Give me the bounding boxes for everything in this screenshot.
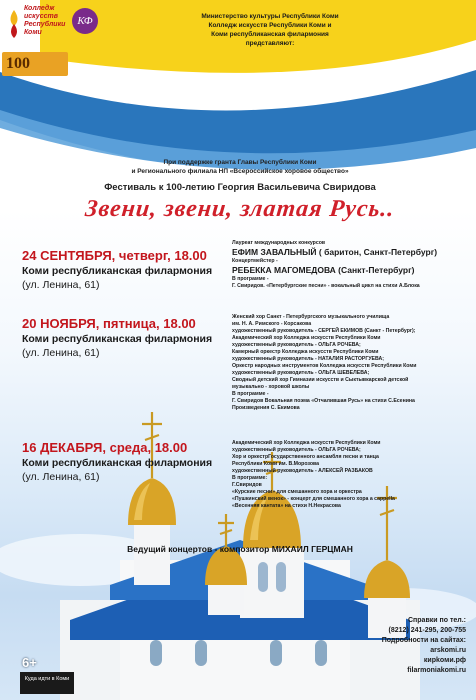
program-line: В программе: <box>232 475 268 481</box>
program-line: «Курские песни» для смешанного хора и оркестра <box>232 489 362 495</box>
program-line: им. Н. А. Римского - Корсакова <box>232 321 312 327</box>
grant-text <box>120 158 360 176</box>
program-line: художественный руководитель - АЛЕКСЕЙ РАЗБАКОВ <box>232 468 373 474</box>
program-line: Оркестр народных инструментов Колледжа искусств Республики Коми <box>232 363 417 369</box>
program-line: художественный руководитель - ОЛЬГА РОЧЕВА; <box>232 447 361 453</box>
event-venue: Коми республиканская филармония <box>22 457 213 469</box>
program-line: музыкально - хоровой школы <box>232 384 310 390</box>
program-line: Академический хор Колледжа искусств Республики Коми <box>232 335 381 341</box>
program-1 <box>232 240 464 290</box>
contact-info <box>346 616 466 676</box>
college-emblem-icon <box>6 8 22 40</box>
host-line: Ведущий концертов - композитор МИХАИЛ ГЕРЦМАН <box>127 544 353 554</box>
event-date: 16 ДЕКАБРЯ, среда, 18.00 <box>22 440 188 455</box>
event-2 <box>22 316 242 360</box>
program-line: художественный руководитель - СЕРГЕЙ ЕКИМОВ (Санкт - Петербург); <box>232 328 416 334</box>
festival-title: Звени, звени, златая Русь.. <box>84 196 396 222</box>
program-2 <box>232 314 464 412</box>
philharmonic-logo: КФ <box>72 8 98 34</box>
event-date: 24 СЕНТЯБРЯ, четверг, 18.00 <box>22 248 207 263</box>
program-line: Республики Коми им. В.Морозова <box>232 461 320 467</box>
program-line: Женский хор Санкт - Петербургского музыкального училища <box>232 314 390 320</box>
college-logo-text: Колледж искусств Республики Коми <box>24 5 66 36</box>
phone-numbers: (8212) 241-295, 200-755 <box>388 627 466 634</box>
info-line: Справки по тел.: <box>408 617 466 624</box>
program-line: художественный руководитель - НАТАЛИЯ РАСТОРГУЕВА; <box>232 356 384 362</box>
program-line: Г. Свиридов Вокальная поэма «Отчалившая Русь» на стихи С.Есенина <box>232 398 415 404</box>
presenters-header <box>150 12 390 48</box>
website-link[interactable]: arskomi.ru <box>430 647 466 654</box>
event-date: 20 НОЯБРЯ, пятница, 18.00 <box>22 316 196 331</box>
event-venue: Коми республиканская филармония <box>22 265 213 277</box>
event-address: (ул. Ленина, 61) <box>22 471 100 483</box>
event-address: (ул. Ленина, 61) <box>22 347 100 359</box>
program-line: В программе - <box>232 391 269 397</box>
grant-line: При поддержке гранта Главы Республики Коми <box>163 159 317 166</box>
grant-line: и Регионального филиала НП «Всероссийское хоровое общество» <box>131 168 349 175</box>
program-line: Академический хор Колледжа искусств Республики Коми <box>232 440 381 446</box>
program-line: художественный руководитель - ОЛЬГА РОЧЕВА; <box>232 342 361 348</box>
age-rating: 6+ <box>22 655 37 670</box>
program-line: «Пушкинский венок» - концерт для смешанного хора a cappella <box>232 496 395 502</box>
program-line: Г. Свиридов. «Петербургские песни» - вокальный цикл на стихи А.Блока <box>232 283 420 289</box>
event-address: (ул. Ленина, 61) <box>22 279 100 291</box>
event-1 <box>22 248 242 292</box>
header-line: Министерство культуры Республики Коми <box>201 13 339 20</box>
program-line: Произведения С. Екимова <box>232 405 300 411</box>
program-line: В программе - <box>232 276 269 282</box>
program-line: художественный руководитель - ОЛЬГА ШЕВЕЛЕВА; <box>232 370 370 376</box>
program-3 <box>232 440 464 510</box>
program-line: Камерный оркестр Колледжа искусств Республики Коми <box>232 349 379 355</box>
program-line: Сводный детский хор Гимназии искусств и Сыктывкарской детской <box>232 377 409 383</box>
anniversary-badge: 100 <box>2 52 68 76</box>
header-line: Коми республиканская филармония <box>211 31 329 38</box>
festival-subtitle: Фестиваль к 100-летию Георгия Васильевича Свиридова <box>104 182 376 193</box>
program-line: Концертмейстер - <box>232 258 278 264</box>
kuda-idti-logo: Куда идти в Коми <box>20 672 74 694</box>
performer-name: РЕБЕККА МАГОМЕДОВА (Санкт-Петербург) <box>232 265 415 275</box>
program-line: Хор и оркестрГосударственного ансамбля песни и танца <box>232 454 379 460</box>
performer-name: ЕФИМ ЗАВАЛЬНЫЙ ( баритон, Санкт-Петербург) <box>232 247 438 257</box>
event-3 <box>22 440 242 484</box>
event-venue: Коми республиканская филармония <box>22 333 213 345</box>
program-line: «Весенняя кантата» на стихи Н.Некрасова <box>232 503 341 509</box>
college-logo <box>2 2 64 50</box>
website-link[interactable]: filarmoniakomi.ru <box>407 667 466 674</box>
program-line: Лауреат международных конкурсов <box>232 240 326 246</box>
program-line: Г.Свиридов <box>232 482 262 488</box>
header-line: Колледж искусств Республики Коми и <box>208 22 332 29</box>
header-line: представляют: <box>245 40 295 47</box>
website-link[interactable]: кирkoми.рф <box>423 657 466 664</box>
info-line: Подробности на сайтах: <box>381 637 466 644</box>
